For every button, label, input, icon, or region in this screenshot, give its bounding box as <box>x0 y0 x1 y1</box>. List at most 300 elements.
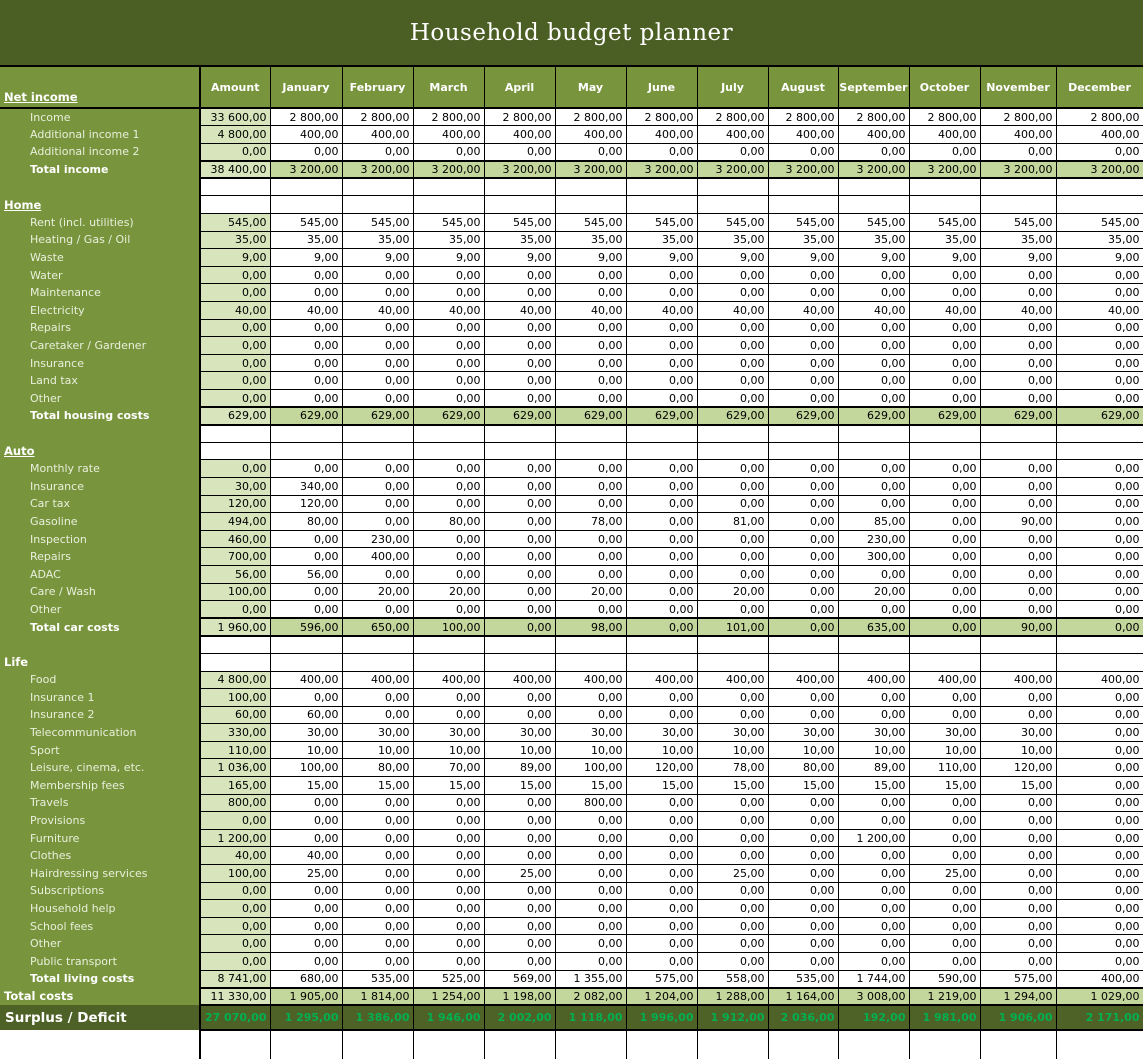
cell[interactable]: 0,00 <box>555 372 626 390</box>
cell[interactable]: 0,00 <box>270 548 342 566</box>
cell[interactable]: 0,00 <box>484 319 555 337</box>
cell[interactable]: 0,00 <box>768 477 838 495</box>
cell[interactable]: 2 002,00 <box>484 1005 555 1030</box>
cell[interactable] <box>413 196 484 214</box>
cell[interactable]: 15,00 <box>484 777 555 795</box>
row-label[interactable]: Subscriptions <box>0 882 200 900</box>
cell[interactable]: 90,00 <box>980 513 1056 531</box>
cell[interactable]: 30,00 <box>484 724 555 742</box>
cell[interactable]: 0,00 <box>909 812 980 830</box>
cell[interactable]: 81,00 <box>697 513 768 531</box>
cell[interactable]: 0,00 <box>484 266 555 284</box>
cell[interactable]: 1 906,00 <box>980 1005 1056 1030</box>
row-label[interactable]: Total costs <box>0 988 200 1006</box>
cell[interactable] <box>768 636 838 654</box>
cell[interactable]: 0,00 <box>909 565 980 583</box>
row-label[interactable]: Travels <box>0 794 200 812</box>
cell[interactable]: 0,00 <box>626 812 697 830</box>
cell[interactable]: 0,00 <box>555 829 626 847</box>
cell[interactable]: 0,00 <box>697 319 768 337</box>
cell[interactable]: 629,00 <box>270 407 342 425</box>
row-label[interactable]: Public transport <box>0 953 200 971</box>
cell[interactable]: 0,00 <box>200 354 270 372</box>
cell[interactable]: 0,00 <box>200 372 270 390</box>
cell[interactable]: 0,00 <box>697 829 768 847</box>
cell[interactable]: 0,00 <box>626 284 697 302</box>
cell[interactable]: 0,00 <box>413 372 484 390</box>
cell[interactable]: 0,00 <box>270 266 342 284</box>
cell[interactable]: 0,00 <box>980 319 1056 337</box>
cell[interactable]: 0,00 <box>697 337 768 355</box>
cell[interactable]: 30,00 <box>342 724 413 742</box>
cell[interactable]: 629,00 <box>413 407 484 425</box>
cell[interactable] <box>697 442 768 460</box>
cell[interactable]: 0,00 <box>768 372 838 390</box>
cell[interactable]: 0,00 <box>980 601 1056 619</box>
cell[interactable]: 0,00 <box>909 794 980 812</box>
cell[interactable]: 192,00 <box>838 1005 909 1030</box>
cell[interactable]: 1 200,00 <box>200 829 270 847</box>
cell[interactable]: 629,00 <box>768 407 838 425</box>
cell[interactable]: 230,00 <box>838 530 909 548</box>
cell[interactable]: 2 800,00 <box>980 108 1056 126</box>
row-label[interactable]: Additional income 2 <box>0 143 200 161</box>
cell[interactable]: 2 800,00 <box>838 108 909 126</box>
cell[interactable]: 0,00 <box>980 495 1056 513</box>
cell[interactable]: 0,00 <box>768 460 838 478</box>
cell[interactable]: 1 200,00 <box>838 829 909 847</box>
cell[interactable]: 545,00 <box>626 214 697 232</box>
cell[interactable] <box>484 442 555 460</box>
cell[interactable]: 0,00 <box>484 513 555 531</box>
cell[interactable]: 545,00 <box>413 214 484 232</box>
cell[interactable]: 0,00 <box>484 618 555 636</box>
cell[interactable]: 1 386,00 <box>342 1005 413 1030</box>
cell[interactable]: 40,00 <box>200 847 270 865</box>
cell[interactable]: 0,00 <box>626 266 697 284</box>
cell[interactable] <box>555 425 626 443</box>
cell[interactable]: 0,00 <box>555 477 626 495</box>
cell[interactable]: 400,00 <box>342 126 413 144</box>
cell[interactable]: 0,00 <box>342 319 413 337</box>
cell[interactable]: 0,00 <box>626 953 697 971</box>
row-label[interactable]: Repairs <box>0 319 200 337</box>
section-heading[interactable]: Life <box>0 653 200 671</box>
cell[interactable]: 0,00 <box>838 372 909 390</box>
cell[interactable]: 400,00 <box>909 671 980 689</box>
cell[interactable] <box>1056 653 1143 671</box>
cell[interactable]: 0,00 <box>484 495 555 513</box>
cell[interactable]: 0,00 <box>1056 530 1143 548</box>
cell[interactable]: 9,00 <box>1056 249 1143 267</box>
cell[interactable]: 0,00 <box>838 337 909 355</box>
cell[interactable]: 0,00 <box>626 372 697 390</box>
row-label[interactable]: Hairdressing services <box>0 865 200 883</box>
cell[interactable]: 0,00 <box>270 900 342 918</box>
cell[interactable] <box>342 636 413 654</box>
column-header-march[interactable]: March <box>413 66 484 108</box>
cell[interactable]: 0,00 <box>1056 390 1143 408</box>
cell[interactable]: 0,00 <box>768 266 838 284</box>
cell[interactable]: 0,00 <box>484 953 555 971</box>
cell[interactable]: 0,00 <box>270 460 342 478</box>
cell[interactable]: 1 996,00 <box>626 1005 697 1030</box>
cell[interactable]: 400,00 <box>768 126 838 144</box>
cell[interactable]: 0,00 <box>980 882 1056 900</box>
cell[interactable]: 120,00 <box>200 495 270 513</box>
cell[interactable]: 0,00 <box>909 601 980 619</box>
cell[interactable]: 0,00 <box>555 284 626 302</box>
cell[interactable]: 0,00 <box>768 706 838 724</box>
row-label[interactable]: Total income <box>0 161 200 179</box>
cell[interactable]: 35,00 <box>909 231 980 249</box>
cell[interactable] <box>909 196 980 214</box>
cell[interactable]: 0,00 <box>909 882 980 900</box>
cell[interactable]: 0,00 <box>768 143 838 161</box>
section-heading[interactable]: Home <box>0 196 200 214</box>
cell[interactable] <box>768 178 838 196</box>
row-label[interactable]: Repairs <box>0 548 200 566</box>
row-label[interactable]: Household help <box>0 900 200 918</box>
cell[interactable]: 629,00 <box>626 407 697 425</box>
cell[interactable]: 400,00 <box>555 671 626 689</box>
cell[interactable]: 40,00 <box>413 302 484 320</box>
cell[interactable]: 0,00 <box>838 706 909 724</box>
cell[interactable]: 40,00 <box>697 302 768 320</box>
cell[interactable]: 0,00 <box>413 865 484 883</box>
cell[interactable]: 0,00 <box>980 935 1056 953</box>
cell[interactable] <box>626 425 697 443</box>
cell[interactable]: 30,00 <box>626 724 697 742</box>
cell[interactable]: 0,00 <box>484 917 555 935</box>
cell[interactable]: 40,00 <box>909 302 980 320</box>
cell[interactable]: 0,00 <box>342 953 413 971</box>
cell[interactable]: 100,00 <box>413 618 484 636</box>
row-label[interactable]: Car tax <box>0 495 200 513</box>
cell[interactable]: 400,00 <box>980 671 1056 689</box>
cell[interactable]: 10,00 <box>270 741 342 759</box>
cell[interactable]: 0,00 <box>1056 865 1143 883</box>
cell[interactable]: 0,00 <box>909 953 980 971</box>
cell[interactable]: 0,00 <box>270 882 342 900</box>
cell[interactable]: 20,00 <box>697 583 768 601</box>
cell[interactable]: 56,00 <box>200 565 270 583</box>
cell[interactable]: 0,00 <box>342 354 413 372</box>
cell[interactable]: 15,00 <box>626 777 697 795</box>
cell[interactable]: 0,00 <box>342 706 413 724</box>
cell[interactable] <box>270 425 342 443</box>
cell[interactable]: 300,00 <box>838 548 909 566</box>
cell[interactable] <box>555 653 626 671</box>
cell[interactable]: 0,00 <box>626 143 697 161</box>
cell[interactable]: 15,00 <box>555 777 626 795</box>
cell[interactable] <box>342 442 413 460</box>
cell[interactable]: 0,00 <box>484 477 555 495</box>
cell[interactable]: 0,00 <box>909 284 980 302</box>
cell[interactable]: 0,00 <box>342 900 413 918</box>
row-label[interactable]: Insurance <box>0 477 200 495</box>
cell[interactable]: 2 800,00 <box>270 108 342 126</box>
cell[interactable] <box>200 636 270 654</box>
cell[interactable]: 0,00 <box>555 865 626 883</box>
cell[interactable]: 0,00 <box>342 372 413 390</box>
cell[interactable]: 120,00 <box>270 495 342 513</box>
cell[interactable]: 0,00 <box>270 390 342 408</box>
cell[interactable]: 0,00 <box>838 812 909 830</box>
cell[interactable]: 0,00 <box>1056 319 1143 337</box>
cell[interactable]: 0,00 <box>413 900 484 918</box>
cell[interactable]: 0,00 <box>413 548 484 566</box>
cell[interactable]: 3 200,00 <box>626 161 697 179</box>
cell[interactable]: 0,00 <box>909 337 980 355</box>
cell[interactable] <box>697 636 768 654</box>
cell[interactable]: 25,00 <box>484 865 555 883</box>
cell[interactable]: 40,00 <box>270 847 342 865</box>
cell[interactable]: 40,00 <box>555 302 626 320</box>
cell[interactable]: 0,00 <box>838 495 909 513</box>
cell[interactable]: 40,00 <box>626 302 697 320</box>
cell[interactable] <box>200 425 270 443</box>
cell[interactable] <box>200 653 270 671</box>
cell[interactable]: 0,00 <box>413 460 484 478</box>
cell[interactable]: 545,00 <box>555 214 626 232</box>
cell[interactable]: 0,00 <box>909 689 980 707</box>
cell[interactable]: 0,00 <box>1056 900 1143 918</box>
row-label[interactable]: Insurance <box>0 354 200 372</box>
cell[interactable]: 3 200,00 <box>342 161 413 179</box>
cell[interactable]: 0,00 <box>980 847 1056 865</box>
cell[interactable]: 0,00 <box>484 829 555 847</box>
cell[interactable]: 0,00 <box>555 495 626 513</box>
cell[interactable]: 400,00 <box>342 671 413 689</box>
cell[interactable]: 0,00 <box>838 284 909 302</box>
cell[interactable]: 0,00 <box>1056 882 1143 900</box>
cell[interactable]: 629,00 <box>838 407 909 425</box>
cell[interactable]: 0,00 <box>270 337 342 355</box>
cell[interactable]: 30,00 <box>980 724 1056 742</box>
cell[interactable]: 0,00 <box>838 460 909 478</box>
cell[interactable]: 0,00 <box>626 390 697 408</box>
cell[interactable]: 0,00 <box>342 794 413 812</box>
row-label[interactable]: Insurance 2 <box>0 706 200 724</box>
cell[interactable]: 635,00 <box>838 618 909 636</box>
cell[interactable]: 0,00 <box>342 284 413 302</box>
cell[interactable]: 9,00 <box>342 249 413 267</box>
cell[interactable]: 0,00 <box>697 847 768 865</box>
cell[interactable] <box>697 425 768 443</box>
cell[interactable]: 0,00 <box>555 143 626 161</box>
cell[interactable]: 340,00 <box>270 477 342 495</box>
cell[interactable]: 0,00 <box>555 319 626 337</box>
column-header-amount[interactable]: Amount <box>200 66 270 108</box>
row-label[interactable] <box>0 178 200 196</box>
cell[interactable]: 100,00 <box>270 759 342 777</box>
cell[interactable] <box>270 178 342 196</box>
cell[interactable]: 0,00 <box>980 565 1056 583</box>
cell[interactable]: 0,00 <box>1056 759 1143 777</box>
cell[interactable]: 9,00 <box>697 249 768 267</box>
cell[interactable]: 25,00 <box>270 865 342 883</box>
cell[interactable]: 30,00 <box>413 724 484 742</box>
cell[interactable]: 0,00 <box>1056 266 1143 284</box>
row-label[interactable]: Total living costs <box>0 970 200 988</box>
cell[interactable]: 0,00 <box>697 143 768 161</box>
cell[interactable]: 20,00 <box>555 583 626 601</box>
cell[interactable]: 0,00 <box>838 601 909 619</box>
row-label[interactable]: Monthly rate <box>0 460 200 478</box>
cell[interactable]: 10,00 <box>768 741 838 759</box>
cell[interactable]: 400,00 <box>838 671 909 689</box>
cell[interactable]: 0,00 <box>200 319 270 337</box>
cell[interactable]: 629,00 <box>909 407 980 425</box>
cell[interactable]: 0,00 <box>413 794 484 812</box>
cell[interactable]: 9,00 <box>555 249 626 267</box>
cell[interactable]: 0,00 <box>626 847 697 865</box>
cell[interactable]: 0,00 <box>768 812 838 830</box>
cell[interactable]: 800,00 <box>555 794 626 812</box>
cell[interactable]: 0,00 <box>909 266 980 284</box>
cell[interactable]: 10,00 <box>555 741 626 759</box>
cell[interactable]: 0,00 <box>1056 143 1143 161</box>
cell[interactable]: 0,00 <box>1056 372 1143 390</box>
cell[interactable]: 0,00 <box>555 530 626 548</box>
cell[interactable]: 10,00 <box>484 741 555 759</box>
cell[interactable]: 0,00 <box>909 548 980 566</box>
cell[interactable]: 0,00 <box>626 460 697 478</box>
cell[interactable]: 0,00 <box>697 706 768 724</box>
cell[interactable] <box>1056 178 1143 196</box>
cell[interactable] <box>980 442 1056 460</box>
cell[interactable]: 1 288,00 <box>697 988 768 1006</box>
cell[interactable]: 0,00 <box>1056 337 1143 355</box>
cell[interactable]: 0,00 <box>342 882 413 900</box>
cell[interactable] <box>768 442 838 460</box>
cell[interactable]: 0,00 <box>342 689 413 707</box>
row-label[interactable]: ADAC <box>0 565 200 583</box>
cell[interactable]: 0,00 <box>413 935 484 953</box>
cell[interactable]: 0,00 <box>626 917 697 935</box>
cell[interactable] <box>980 653 1056 671</box>
cell[interactable]: 70,00 <box>413 759 484 777</box>
cell[interactable] <box>697 196 768 214</box>
cell[interactable]: 0,00 <box>270 917 342 935</box>
cell[interactable]: 0,00 <box>484 794 555 812</box>
cell[interactable]: 2 036,00 <box>768 1005 838 1030</box>
cell[interactable]: 0,00 <box>413 812 484 830</box>
cell[interactable]: 0,00 <box>270 689 342 707</box>
cell[interactable]: 0,00 <box>413 143 484 161</box>
cell[interactable]: 0,00 <box>413 477 484 495</box>
cell[interactable]: 0,00 <box>909 513 980 531</box>
cell[interactable]: 89,00 <box>838 759 909 777</box>
cell[interactable]: 0,00 <box>697 953 768 971</box>
cell[interactable]: 0,00 <box>697 495 768 513</box>
cell[interactable]: 15,00 <box>270 777 342 795</box>
cell[interactable] <box>838 196 909 214</box>
cell[interactable]: 0,00 <box>413 530 484 548</box>
cell[interactable] <box>838 425 909 443</box>
row-label[interactable]: Insurance 1 <box>0 689 200 707</box>
row-label[interactable]: Maintenance <box>0 284 200 302</box>
cell[interactable]: 3 200,00 <box>909 161 980 179</box>
cell[interactable]: 0,00 <box>1056 847 1143 865</box>
cell[interactable] <box>626 178 697 196</box>
cell[interactable]: 0,00 <box>484 583 555 601</box>
cell[interactable]: 0,00 <box>1056 777 1143 795</box>
cell[interactable]: 0,00 <box>484 143 555 161</box>
cell[interactable]: 40,00 <box>768 302 838 320</box>
cell[interactable] <box>980 636 1056 654</box>
cell[interactable]: 0,00 <box>980 812 1056 830</box>
cell[interactable]: 0,00 <box>555 847 626 865</box>
cell[interactable]: 35,00 <box>484 231 555 249</box>
cell[interactable]: 0,00 <box>342 266 413 284</box>
cell[interactable]: 0,00 <box>768 935 838 953</box>
cell[interactable] <box>909 178 980 196</box>
cell[interactable] <box>270 1030 342 1059</box>
cell[interactable]: 0,00 <box>555 354 626 372</box>
cell[interactable]: 0,00 <box>1056 565 1143 583</box>
cell[interactable]: 0,00 <box>1056 689 1143 707</box>
cell[interactable]: 30,00 <box>697 724 768 742</box>
cell[interactable]: 120,00 <box>980 759 1056 777</box>
cell[interactable]: 80,00 <box>768 759 838 777</box>
cell[interactable]: 2 800,00 <box>484 108 555 126</box>
cell[interactable] <box>768 196 838 214</box>
cell[interactable]: 545,00 <box>484 214 555 232</box>
cell[interactable]: 0,00 <box>555 953 626 971</box>
column-header-august[interactable]: August <box>768 66 838 108</box>
cell[interactable]: 0,00 <box>413 601 484 619</box>
cell[interactable]: 0,00 <box>1056 460 1143 478</box>
cell[interactable]: 400,00 <box>1056 970 1143 988</box>
cell[interactable]: 0,00 <box>626 900 697 918</box>
cell[interactable]: 1 219,00 <box>909 988 980 1006</box>
cell[interactable]: 0,00 <box>697 372 768 390</box>
cell[interactable]: 0,00 <box>838 390 909 408</box>
column-header-may[interactable]: May <box>555 66 626 108</box>
cell[interactable]: 0,00 <box>270 601 342 619</box>
cell[interactable]: 0,00 <box>270 284 342 302</box>
row-label[interactable]: Furniture <box>0 829 200 847</box>
cell[interactable]: 545,00 <box>1056 214 1143 232</box>
cell[interactable] <box>342 425 413 443</box>
cell[interactable]: 0,00 <box>342 917 413 935</box>
cell[interactable]: 0,00 <box>484 689 555 707</box>
cell[interactable]: 0,00 <box>697 565 768 583</box>
cell[interactable]: 110,00 <box>909 759 980 777</box>
cell[interactable]: 9,00 <box>270 249 342 267</box>
cell[interactable]: 0,00 <box>980 689 1056 707</box>
row-label[interactable]: Food <box>0 671 200 689</box>
cell[interactable]: 400,00 <box>768 671 838 689</box>
cell[interactable]: 0,00 <box>838 865 909 883</box>
cell[interactable]: 1 946,00 <box>413 1005 484 1030</box>
cell[interactable]: 0,00 <box>1056 812 1143 830</box>
cell[interactable]: 525,00 <box>413 970 484 988</box>
cell[interactable]: 0,00 <box>768 565 838 583</box>
cell[interactable]: 0,00 <box>200 935 270 953</box>
cell[interactable]: 0,00 <box>342 337 413 355</box>
cell[interactable]: 0,00 <box>484 354 555 372</box>
cell[interactable]: 0,00 <box>768 495 838 513</box>
cell[interactable]: 35,00 <box>1056 231 1143 249</box>
cell[interactable]: 0,00 <box>697 390 768 408</box>
cell[interactable]: 0,00 <box>838 565 909 583</box>
cell[interactable]: 0,00 <box>200 460 270 478</box>
cell[interactable]: 1 295,00 <box>270 1005 342 1030</box>
cell[interactable]: 40,00 <box>200 302 270 320</box>
